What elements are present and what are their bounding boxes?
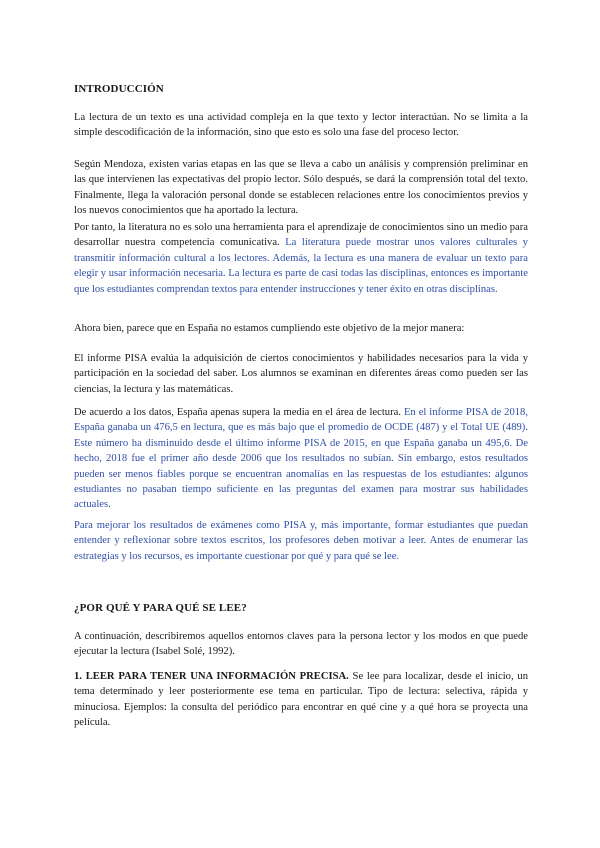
paragraph-3-highlighted-text: La literatura puede mostrar unos valores culturales y transmitir información cultural a los lectores. Además, la lectura es una manera de evaluar un texto para elegir y usar información necesaria. La lectura es parte de casi todas las disciplinas, entonces es importante que los estudiantes comprendan textos para entender instrucciones y tener éxito en otras disciplinas. xyxy=(74,237,528,295)
intro-paragraph-1: La lectura de un texto es una actividad compleja en la que texto y lector interactúan. No se limita a la simple descodificación de la información, sino que esto es solo una fase del proceso lector. xyxy=(74,112,528,139)
section-2-paragraph-1: A continuación, describiremos aquellos entornos claves para la persona lector y los modos en que puede ejecutar la lectura (Isabel Solé, 1992). xyxy=(74,631,528,658)
intro-paragraph-7: Para mejorar los resultados de exámenes como PISA y, más importante, formar estudiantes que puedan entender y reflexionar sobre textos escritos, los profesores deben motivar a leer. Antes de enumerar las estrategias y los recursos, es importante cuestionar por qué y para qué se lee. xyxy=(74,520,528,562)
section-2-heading: ¿POR QUÉ Y PARA QUÉ SE LEE? xyxy=(74,602,247,614)
intro-paragraph-4: Ahora bien, parece que en España no estamos cumpliendo este objetivo de la mejor manera: xyxy=(74,323,465,334)
intro-paragraph-5: El informe PISA evalúa la adquisición de ciertos conocimientos y habilidades necesarios para la vida y participación en la sociedad del saber. Los alumnos se examinan en diferentes áreas como pueden ser las ciencias, la lectura y las matemáticas. xyxy=(74,353,528,395)
list-item-1-text: Se lee para localizar, desde el inicio, un tema determinado y leer posteriormente ese tema en particular. Tipo de lectura: selectiva, rápida y minuciosa. Ejemplos: la consulta del periódico para encontrar en qué cine y a qué hora se proyecta una película. xyxy=(74,671,528,729)
intro-paragraph-3 xyxy=(74,220,528,297)
paragraph-3-text: Por tanto, la literatura no es solo una herramienta para el aprendizaje de conocimientos sino un medio para desarrollar nuestra competencia comunicativa. xyxy=(74,222,528,249)
list-item-1 xyxy=(74,669,528,731)
paragraph-6-text: De acuerdo a los datos, España apenas supera la media en el área de lectura. xyxy=(74,407,401,418)
intro-paragraph-6 xyxy=(74,405,528,513)
list-item-1-title: 1. LEER PARA TENER UNA INFORMACIÓN PRECISA. xyxy=(74,671,349,682)
introduction-heading: INTRODUCCIÓN xyxy=(74,83,164,95)
intro-paragraph-2: Según Mendoza, existen varias etapas en las que se lleva a cabo un análisis y comprensión preliminar en las que intervienen las expectativas del propio lector. Sólo después, se dará la comprensión total del texto. Finalmente, llega la valoración personal donde se establecen relaciones entre los conocimientos previos y los nuevos conocimientos que ha aportado la lectura. xyxy=(74,159,528,217)
paragraph-6-highlighted-text: En el informe PISA de 2018, España ganaba un 476,5 en lectura, que es más bajo que el promedio de OCDE (487) y el Total UE (489). Este número ha disminuido desde el último informe PISA de 2015, en que España ganaba un 495,6. De hecho, 2018 fue el primer año desde 2006 que los resultados no subían. Sin embargo, estos resultados pueden ser menos fiables porque se encuentran anomalías en las respuestas de los estudiantes: algunos estudiantes no pasaban tiempo suficiente en las preguntas del examen para mostrar sus habilidades actuales. xyxy=(74,407,528,511)
